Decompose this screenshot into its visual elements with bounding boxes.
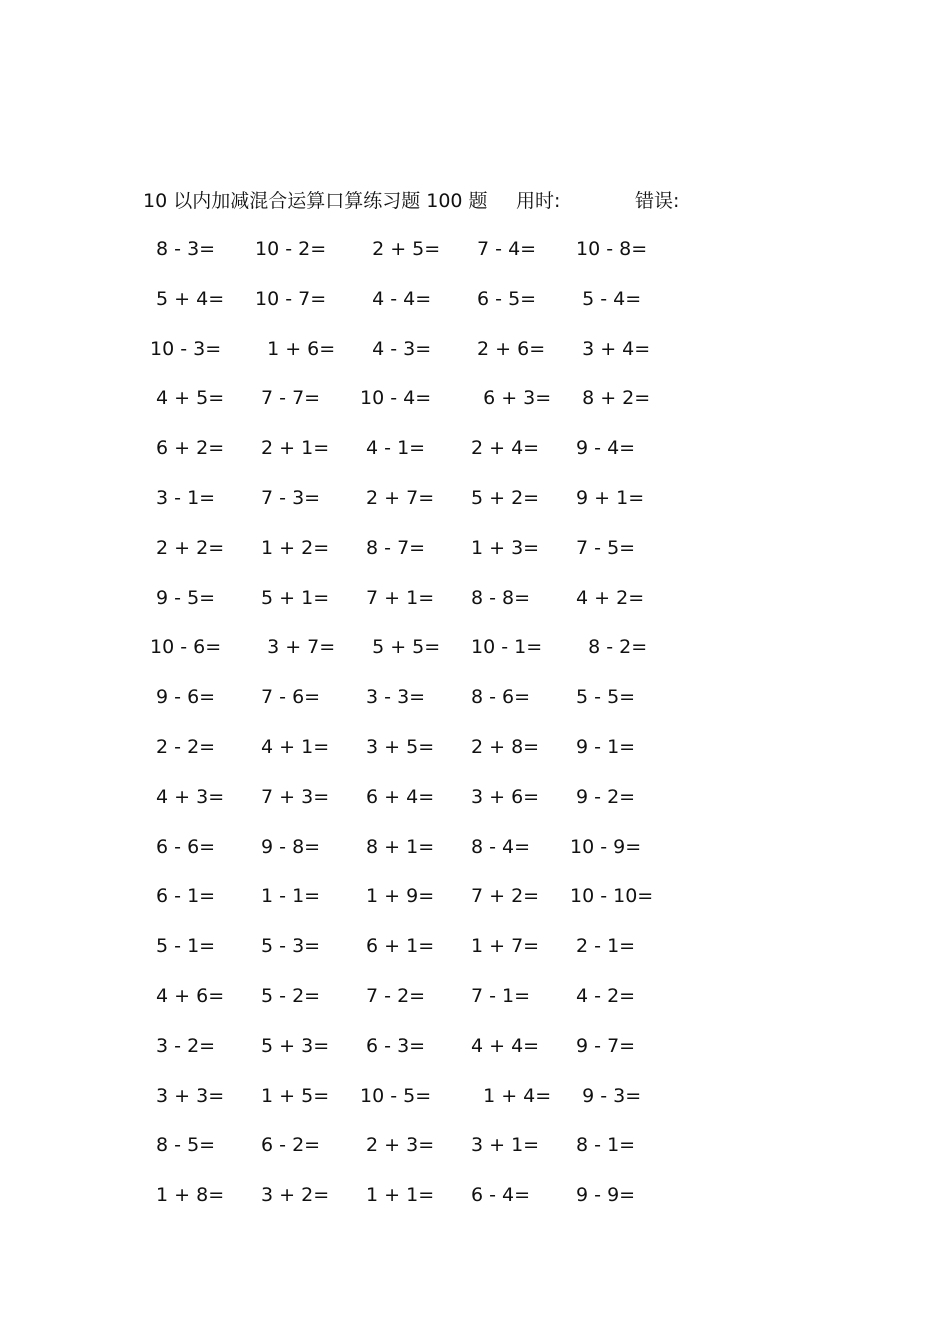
- math-problem: 10 - 4=: [360, 387, 432, 410]
- math-problem: 10 - 9=: [570, 835, 642, 858]
- problem-row: [0, 533, 950, 583]
- math-problem: 2 - 1=: [570, 935, 636, 958]
- math-problem: 8 - 5=: [150, 1134, 216, 1157]
- math-problem: 7 - 1=: [471, 984, 531, 1007]
- math-problem: 5 + 2=: [471, 486, 540, 509]
- math-problem: 3 - 1=: [150, 486, 216, 509]
- math-problem: 6 - 6=: [150, 835, 216, 858]
- math-problem: 9 + 1=: [570, 486, 645, 509]
- math-problem: 5 - 4=: [570, 287, 642, 310]
- problem-row: [0, 284, 950, 334]
- problem-row: [0, 383, 950, 433]
- math-problem: 3 + 5=: [360, 735, 435, 758]
- errors-label: 错误:: [635, 190, 680, 212]
- problem-row: [0, 483, 950, 533]
- math-problem: 4 - 4=: [360, 287, 432, 310]
- math-problem: 2 + 2=: [150, 536, 225, 559]
- math-problem: 7 + 1=: [360, 586, 435, 609]
- math-problem: 5 - 2=: [255, 984, 321, 1007]
- math-problem: 1 + 3=: [471, 536, 540, 559]
- math-problem: 2 + 4=: [471, 437, 540, 460]
- math-problem: 8 + 1=: [360, 835, 435, 858]
- math-problem: 8 - 3=: [150, 238, 216, 260]
- math-problem: 4 - 1=: [360, 437, 426, 460]
- math-problem: 9 - 8=: [255, 835, 321, 858]
- math-problem: 10 - 3=: [150, 337, 222, 360]
- worksheet-header: [0, 186, 950, 216]
- problem-grid: [0, 234, 950, 1230]
- problem-row: [0, 1130, 950, 1180]
- math-problem: 1 + 9=: [360, 885, 435, 908]
- math-problem: 6 - 5=: [471, 287, 537, 310]
- math-problem: 3 + 2=: [255, 1184, 330, 1207]
- math-problem: 8 - 2=: [570, 636, 648, 659]
- math-problem: 4 + 4=: [471, 1034, 540, 1057]
- time-used-label: 用时:: [516, 190, 561, 212]
- math-problem: 9 - 9=: [570, 1184, 636, 1207]
- problem-row: [0, 234, 950, 284]
- problem-row: [0, 433, 950, 483]
- math-problem: 9 - 7=: [570, 1034, 636, 1057]
- math-problem: 2 + 6=: [471, 337, 546, 360]
- math-problem: 2 + 8=: [471, 735, 540, 758]
- math-problem: 3 - 3=: [360, 686, 426, 709]
- math-problem: 9 - 5=: [150, 586, 216, 609]
- math-problem: 5 - 1=: [150, 935, 216, 958]
- math-problem: 6 + 3=: [471, 387, 552, 410]
- problem-row: [0, 1081, 950, 1131]
- problem-row: [0, 1031, 950, 1081]
- math-problem: 10 - 5=: [360, 1084, 432, 1107]
- math-problem: 9 - 1=: [570, 735, 636, 758]
- math-problem: 5 + 5=: [360, 636, 441, 659]
- math-problem: 1 + 6=: [255, 337, 336, 360]
- problem-row: [0, 881, 950, 931]
- problem-row: [0, 732, 950, 782]
- math-problem: 4 + 5=: [150, 387, 225, 410]
- math-problem: 4 - 3=: [360, 337, 432, 360]
- math-problem: 8 - 7=: [360, 536, 426, 559]
- problem-row: [0, 334, 950, 384]
- math-problem: 5 + 1=: [255, 586, 330, 609]
- math-problem: 6 + 1=: [360, 935, 435, 958]
- math-problem: 2 + 7=: [360, 486, 435, 509]
- math-problem: 3 + 4=: [570, 337, 651, 360]
- math-problem: 7 + 3=: [255, 785, 330, 808]
- math-problem: 4 - 2=: [570, 984, 636, 1007]
- math-problem: 10 - 7=: [255, 287, 327, 310]
- math-problem: 8 - 1=: [570, 1134, 636, 1157]
- math-problem: 9 - 3=: [570, 1084, 642, 1107]
- math-problem: 8 + 2=: [570, 387, 651, 410]
- math-problem: 6 - 2=: [255, 1134, 321, 1157]
- problem-row: [0, 682, 950, 732]
- math-problem: 5 - 3=: [255, 935, 321, 958]
- math-problem: 10 - 10=: [570, 885, 654, 908]
- problem-row: [0, 832, 950, 882]
- math-problem: 3 + 6=: [471, 785, 540, 808]
- math-problem: 7 - 2=: [360, 984, 426, 1007]
- problem-row: [0, 931, 950, 981]
- math-problem: 1 - 1=: [255, 885, 321, 908]
- math-problem: 10 - 1=: [471, 636, 543, 659]
- math-problem: 8 - 8=: [471, 586, 531, 609]
- problem-row: [0, 981, 950, 1031]
- math-problem: 9 - 4=: [570, 437, 636, 460]
- problem-row: [0, 583, 950, 633]
- math-problem: 3 + 3=: [150, 1084, 225, 1107]
- math-problem: 4 + 3=: [150, 785, 225, 808]
- math-problem: 4 + 6=: [150, 984, 225, 1007]
- math-problem: 2 + 5=: [360, 238, 441, 260]
- math-problem: 7 + 2=: [471, 885, 540, 908]
- math-problem: 1 + 8=: [150, 1184, 225, 1207]
- math-problem: 6 - 1=: [150, 885, 216, 908]
- math-problem: 3 + 7=: [255, 636, 336, 659]
- math-problem: 5 - 5=: [570, 686, 636, 709]
- math-problem: 7 - 4=: [471, 238, 537, 260]
- math-problem: 6 + 4=: [360, 785, 435, 808]
- math-problem: 1 + 7=: [471, 935, 540, 958]
- problem-row: [0, 632, 950, 682]
- math-problem: 2 - 2=: [150, 735, 216, 758]
- worksheet-title: 10 以内加减混合运算口算练习题 100 题: [143, 190, 488, 212]
- math-problem: 2 + 1=: [255, 437, 330, 460]
- math-problem: 9 - 2=: [570, 785, 636, 808]
- math-problem: 3 + 1=: [471, 1134, 540, 1157]
- math-problem: 7 - 7=: [255, 387, 321, 410]
- math-problem: 1 + 1=: [360, 1184, 435, 1207]
- math-problem: 8 - 4=: [471, 835, 531, 858]
- math-problem: 1 + 2=: [255, 536, 330, 559]
- math-problem: 6 + 2=: [150, 437, 225, 460]
- math-problem: 1 + 4=: [471, 1084, 552, 1107]
- math-problem: 5 + 3=: [255, 1034, 330, 1057]
- problem-row: [0, 1180, 950, 1230]
- math-problem: 7 - 5=: [570, 536, 636, 559]
- math-problem: 2 + 3=: [360, 1134, 435, 1157]
- math-problem: 5 + 4=: [150, 287, 225, 310]
- math-problem: 8 - 6=: [471, 686, 531, 709]
- math-problem: 10 - 2=: [255, 238, 327, 260]
- math-problem: 6 - 3=: [360, 1034, 426, 1057]
- math-problem: 10 - 8=: [570, 238, 648, 260]
- math-problem: 7 - 6=: [255, 686, 321, 709]
- math-problem: 4 + 1=: [255, 735, 330, 758]
- math-problem: 10 - 6=: [150, 636, 222, 659]
- math-problem: 6 - 4=: [471, 1184, 531, 1207]
- problem-row: [0, 782, 950, 832]
- math-problem: 1 + 5=: [255, 1084, 330, 1107]
- math-problem: 4 + 2=: [570, 586, 645, 609]
- math-problem: 3 - 2=: [150, 1034, 216, 1057]
- math-problem: 9 - 6=: [150, 686, 216, 709]
- math-problem: 7 - 3=: [255, 486, 321, 509]
